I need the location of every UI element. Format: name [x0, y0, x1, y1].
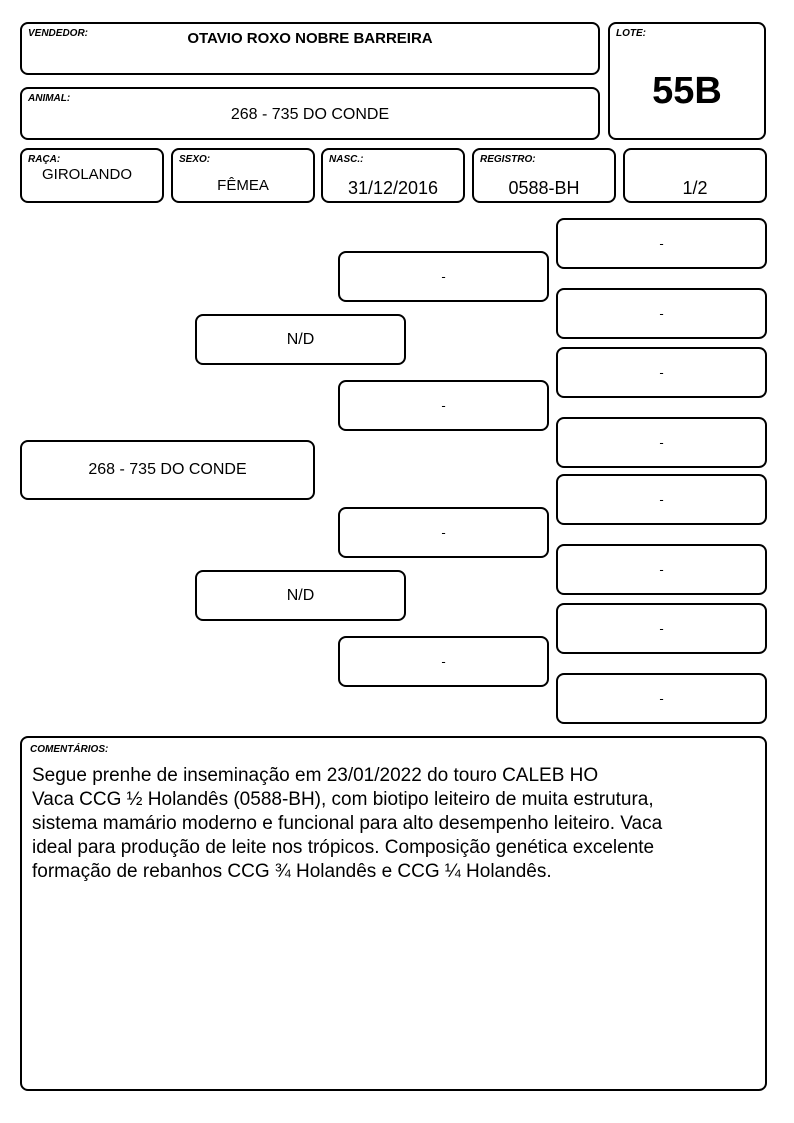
- raca-label: RAÇA:: [28, 154, 61, 165]
- raca-value: GIROLANDO: [41, 166, 132, 183]
- pedigree-grandparent: -: [338, 380, 549, 431]
- pedigree-dam: N/D: [195, 570, 406, 621]
- pedigree-great-grandparent: -: [556, 603, 767, 654]
- comments-text: [32, 764, 743, 884]
- registro-value: 0588-BH: [508, 178, 580, 198]
- lote-box: [608, 22, 766, 140]
- lote-label: LOTE:: [616, 28, 646, 39]
- nasc-box: [321, 148, 465, 203]
- animal-label: ANIMAL:: [28, 93, 71, 104]
- pedigree-grandparent: -: [338, 636, 549, 687]
- pedigree-great-grandparent: -: [556, 474, 767, 525]
- sexo-label: SEXO:: [179, 154, 211, 165]
- pedigree-great-grandparent: -: [556, 347, 767, 398]
- sexo-box: [171, 148, 315, 203]
- nasc-label: NASC.:: [329, 154, 364, 165]
- lote-value: 55B: [652, 70, 722, 112]
- comment-line: Vaca CCG ½ Holandês (0588-BH), com biotipo leiteiro de muita estrutura,: [32, 789, 654, 810]
- animal-value: 268 - 735 DO CONDE: [230, 106, 390, 123]
- pedigree-grandparent: -: [338, 507, 549, 558]
- registro-box: [472, 148, 616, 203]
- pedigree-animal: 268 - 735 DO CONDE: [20, 440, 315, 500]
- pedigree-great-grandparent: -: [556, 417, 767, 468]
- fraction-value: 1/2: [682, 178, 708, 198]
- comment-line: formação de rebanhos CCG ¾ Holandês e CCG ¼ Holandês.: [32, 861, 552, 882]
- comment-line: Segue prenhe de inseminação em 23/01/2022 do touro CALEB HO: [32, 765, 599, 786]
- registro-label: REGISTRO:: [480, 154, 536, 165]
- vendedor-value: OTAVIO ROXO NOBRE BARREIRA: [187, 30, 433, 47]
- nasc-value: 31/12/2016: [347, 178, 439, 198]
- pedigree-sire: N/D: [195, 314, 406, 365]
- pedigree-great-grandparent: -: [556, 288, 767, 339]
- sexo-value: FÊMEA: [217, 177, 269, 194]
- comment-line: ideal para produção de leite nos trópicos. Composição genética excelente: [32, 837, 655, 858]
- comments-box: [20, 736, 767, 1091]
- pedigree-great-grandparent: -: [556, 218, 767, 269]
- vendedor-label: VENDEDOR:: [28, 28, 89, 39]
- pedigree-great-grandparent: -: [556, 673, 767, 724]
- vendedor-box: [20, 22, 600, 75]
- raca-box: [20, 148, 164, 203]
- animal-box: [20, 87, 600, 140]
- comments-label: COMENTÁRIOS:: [30, 744, 109, 755]
- pedigree-grandparent: -: [338, 251, 549, 302]
- pedigree-great-grandparent: -: [556, 544, 767, 595]
- fraction-box: [623, 148, 767, 203]
- comment-line: sistema mamário moderno e funcional para alto desempenho leiteiro. Vaca: [32, 813, 663, 834]
